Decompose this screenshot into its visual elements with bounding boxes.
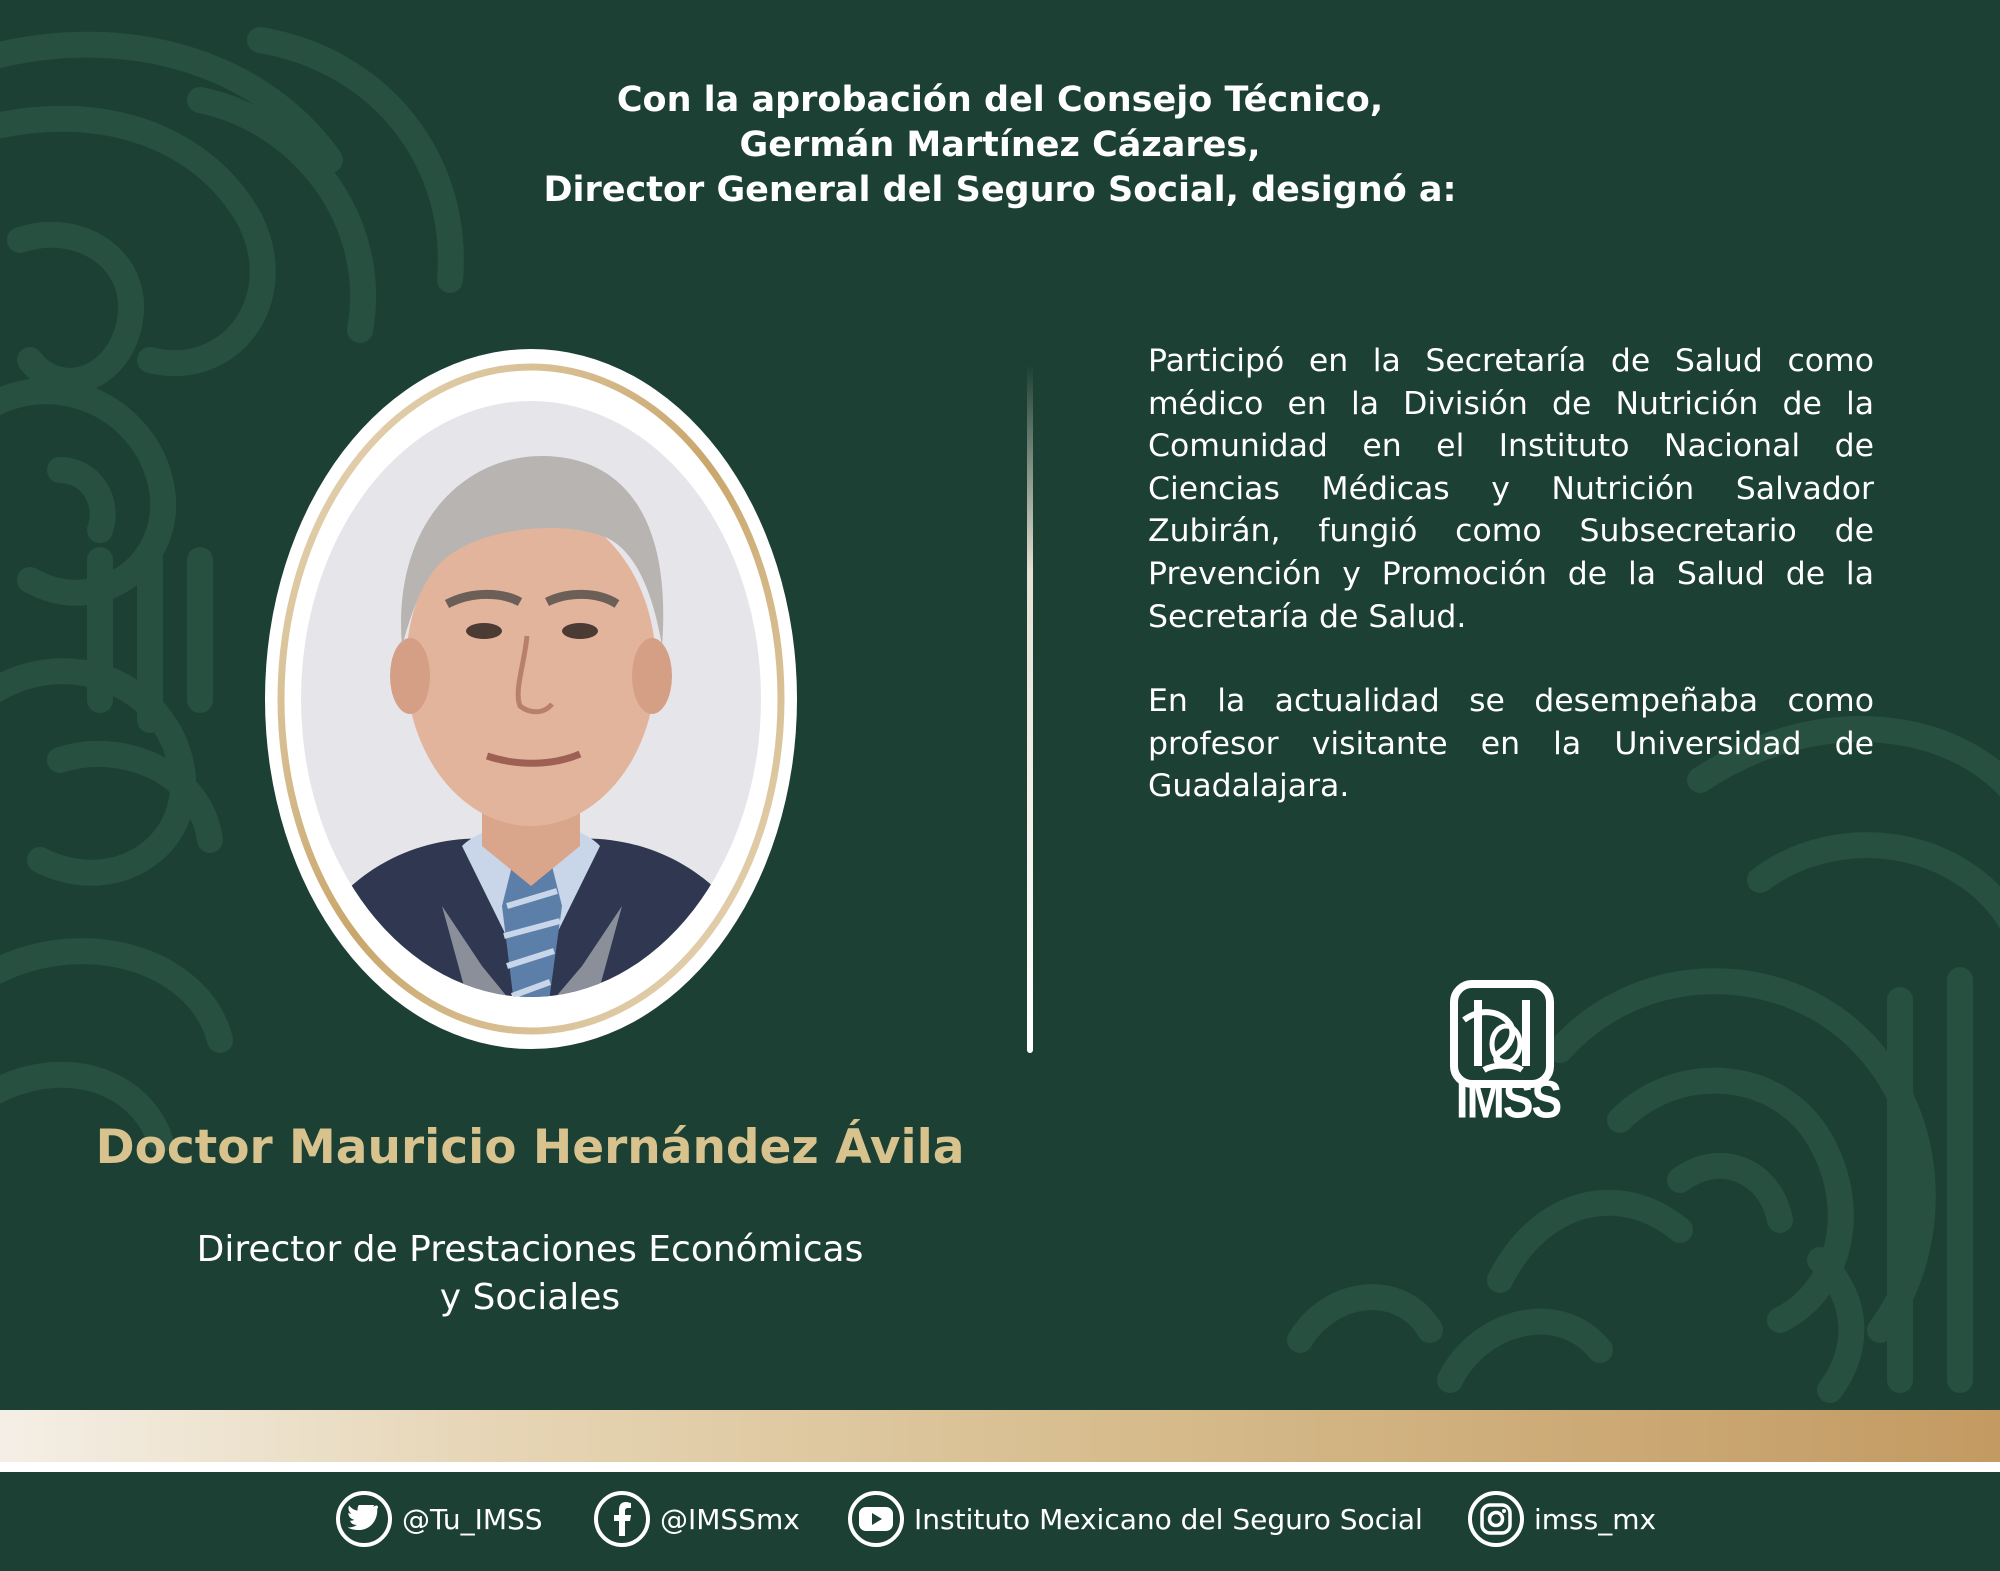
header-text — [450, 78, 1550, 213]
person-name: Doctor Mauricio Hernández Ávila — [95, 1120, 965, 1175]
person-role — [100, 1226, 960, 1322]
facebook-icon — [594, 1491, 650, 1547]
social-instagram[interactable] — [1468, 1488, 1656, 1550]
social-twitter[interactable] — [336, 1488, 543, 1550]
youtube-icon — [848, 1491, 904, 1547]
portrait-photo — [262, 346, 800, 1052]
gold-band — [0, 1410, 2000, 1462]
bio-paragraph-2: En la actualidad se desempeñaba como profesor visitante en la Universidad de Guadalajara. — [1148, 683, 1874, 805]
social-twitter-label: @Tu_IMSS — [402, 1502, 543, 1536]
white-divider-line — [0, 1462, 2000, 1472]
vertical-divider — [1027, 365, 1033, 1053]
person-role-line-1: Director de Prestaciones Económicas — [196, 1229, 864, 1270]
header-line-2: Germán Martínez Cázares, — [739, 125, 1261, 165]
bio-paragraph-1: Participó en la Secretaría de Salud como médico en la División de Nutrición de la Comunidad en el Instituto Nacional de Ciencias Médicas y Nutrición Salvador Zubirán, fungió como Subsecretario de Prevención y Promoción de la Salud de la Secretaría de Salud. — [1148, 343, 1874, 635]
instagram-icon — [1468, 1491, 1524, 1547]
imss-logo-text: IMSS — [1455, 1069, 1561, 1129]
social-facebook-label: @IMSSmx — [660, 1502, 800, 1536]
social-youtube-label: Instituto Mexicano del Seguro Social — [914, 1502, 1423, 1536]
person-role-line-2: y Sociales — [439, 1277, 621, 1318]
social-instagram-label: imss_mx — [1534, 1502, 1657, 1536]
social-facebook[interactable] — [594, 1488, 800, 1550]
header-line-1: Con la aprobación del Consejo Técnico, — [616, 80, 1384, 120]
twitter-icon — [336, 1491, 392, 1547]
header-line-3: Director General del Seguro Social, designó a: — [543, 170, 1457, 210]
social-youtube[interactable] — [848, 1488, 1423, 1550]
bio-text — [1148, 340, 1874, 850]
